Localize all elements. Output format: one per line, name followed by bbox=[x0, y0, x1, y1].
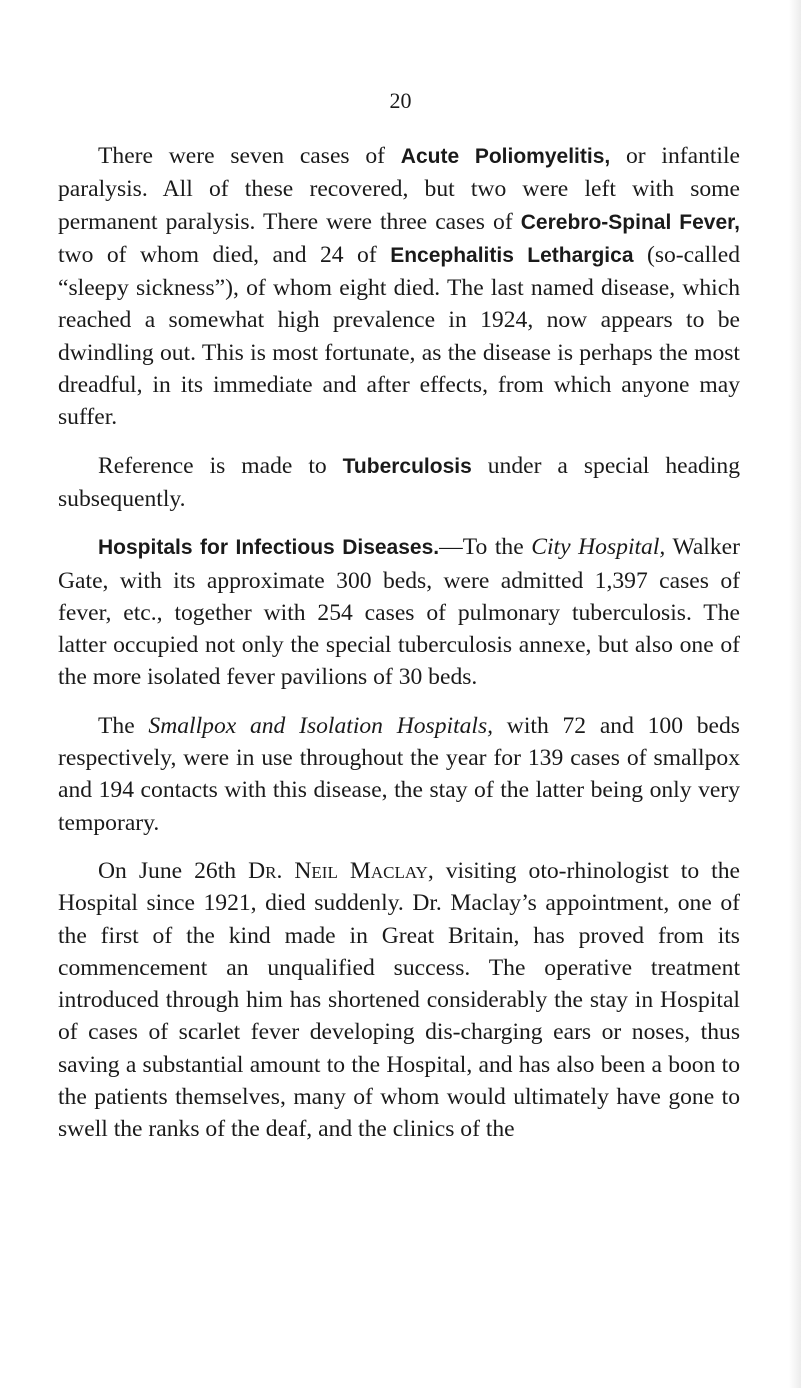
page-body bbox=[58, 140, 740, 1162]
italic-text: City Hospital, bbox=[531, 534, 666, 561]
body-text: or infantile paralysis. All of these recovered, but two were left with some permanent paralysis. There were three cases of bbox=[58, 143, 740, 235]
bold-heading-text: Encephalitis Lethargica bbox=[390, 243, 634, 267]
paragraph-smallpox bbox=[58, 710, 740, 839]
body-text: (so-called “sleepy sickness”), of whom eight died. The last named disease, which reached a somewhat high prevalence in 1924, now appears to be dwindling out. This is most fortunate, as the disease is perhaps the most dreadful, in its immediate and after effects, from which anyone may suffer. bbox=[58, 241, 740, 431]
body-text: The bbox=[98, 712, 149, 739]
smallcaps-name: Dr. Neil Maclay, bbox=[248, 857, 434, 884]
bold-heading-text: Hospitals for Infectious Diseases. bbox=[98, 536, 440, 560]
page-number: 20 bbox=[389, 88, 412, 113]
body-text: Walker Gate, with its approximate 300 beds, were admitted 1,397 cases of fever, etc., together with 254 cases of pulmonary tuberculosis. The latter occupied not only the special tuberculosis annexe, but also one of the more isolated fever pavilions of 30 beds. bbox=[58, 534, 740, 691]
body-text: with 72 and 100 beds respectively, were in use throughout the year for 139 cases of smallpox and 194 contacts with this disease, the stay of the latter being only very temporary. bbox=[58, 712, 740, 836]
body-text: On June 26th bbox=[98, 857, 249, 884]
body-text: visiting oto-rhinologist to the Hospital since 1921, died suddenly. Dr. Maclay’s appointment, one of the first of the kind made in Great Britain, has proved from its commencement an unqualified success. The operative treatment introduced through him has shortened considerably the stay in Hospital of cases of scarlet fever developing dis-charging ears or noses, thus saving a substantial amount to the Hospital, and has also been a boon to the patients themselves, many of whom would ultimately have gone to swell the ranks of the deaf, and the clinics of the bbox=[58, 857, 740, 1143]
body-text: Reference is made to bbox=[98, 452, 343, 479]
bold-heading-text: Cerebro-Spinal Fever, bbox=[520, 210, 741, 234]
paragraph-poliomyelitis bbox=[58, 140, 740, 434]
body-text: under a special heading subsequently. bbox=[58, 452, 741, 512]
bold-heading-text: Tuberculosis bbox=[342, 454, 472, 478]
body-text: two of whom died, and 24 of bbox=[58, 241, 391, 268]
bold-heading-text: Acute Poliomyelitis, bbox=[400, 145, 611, 168]
body-text: There were seven cases of bbox=[98, 143, 401, 169]
paragraph-maclay bbox=[58, 855, 740, 1146]
body-text: —To the bbox=[439, 534, 532, 561]
paragraph-hospitals bbox=[58, 531, 740, 693]
paragraph-tuberculosis-reference bbox=[58, 450, 740, 516]
page-edge-shadow bbox=[789, 0, 801, 1388]
italic-text: Smallpox and Isolation Hospitals, bbox=[148, 712, 494, 739]
